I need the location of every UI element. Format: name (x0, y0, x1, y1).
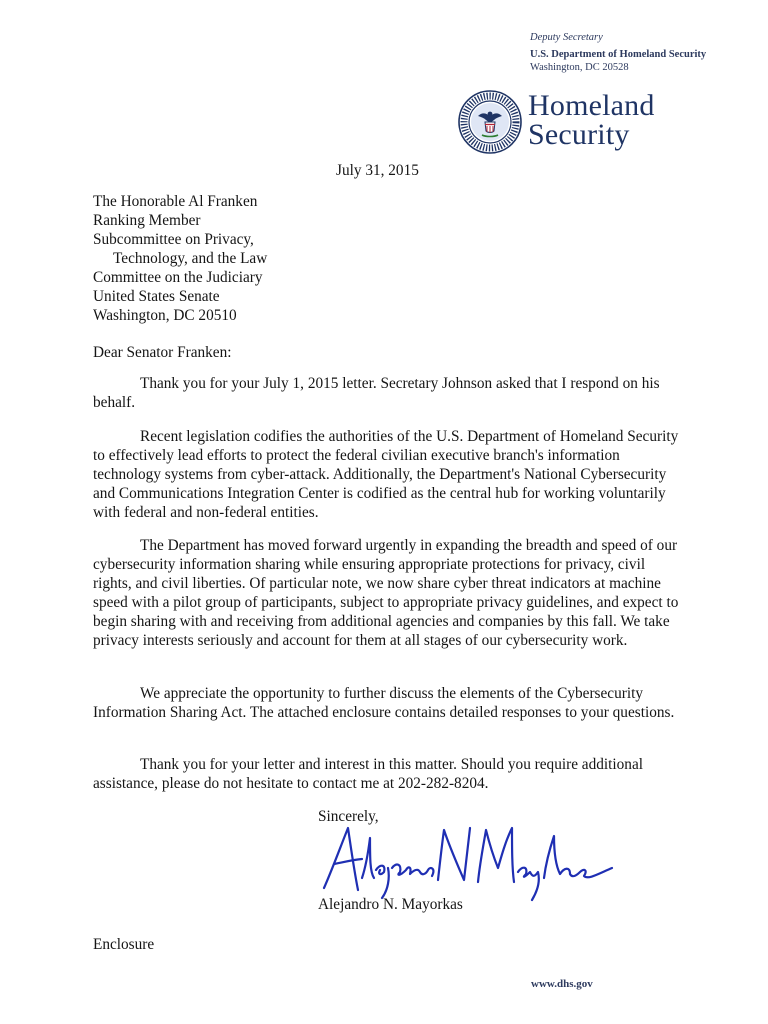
paragraph: Recent legislation codifies the authorities of the U.S. Department of Homeland Security to effectively lead efforts to protect the federal civilian executive branch's information technology systems from cyber-attack. Additionally, the Department's National Cybersecurity and Communications Integration Center is codified as the central hub for working voluntarily with federal and non-federal entities. (93, 428, 679, 521)
department-city: Washington, DC 20528 (530, 62, 629, 73)
paragraph: The Department has moved forward urgently in expanding the breadth and speed of our cybersecurity information sharing while ensuring appropriate protections for privacy, civil rights, and civil liberties. Of particular note, we now share cyber threat indicators at machine speed with a pilot group of participants, subject to appropriate privacy guidelines, and expect to begin sharing with and receiving from additional agencies and companies by this fall. We take privacy interests seriously and account for them at all stages of our cybersecurity work. (93, 537, 679, 649)
signature-icon (318, 818, 618, 904)
signatory-name: Alejandro N. Mayorkas (318, 896, 463, 913)
address-line: Committee on the Judiciary (93, 269, 263, 286)
recipient-address (93, 192, 267, 325)
wordmark-homeland: Homeland (528, 89, 655, 122)
letter-date: July 31, 2015 (336, 162, 419, 179)
paragraph: Thank you for your letter and interest in this matter. Should you require additional assistance, please do not hesitate to contact me at 202-282-8204. (93, 756, 643, 792)
enclosure-note: Enclosure (93, 936, 155, 953)
salutation: Dear Senator Franken: (93, 344, 232, 361)
footer-website: www.dhs.gov (531, 978, 593, 990)
address-line: Technology, and the Law (113, 250, 268, 267)
address-line: Ranking Member (93, 212, 201, 229)
wordmark-security: Security (528, 118, 630, 151)
closing: Sincerely, (318, 808, 379, 825)
paragraph: Thank you for your July 1, 2015 letter. Secretary Johnson asked that I respond on his behalf. (93, 375, 660, 411)
dhs-seal-icon (458, 90, 522, 154)
address-line: Washington, DC 20510 (93, 307, 237, 324)
address-line: The Honorable Al Franken (93, 193, 258, 210)
office-title: Deputy Secretary (530, 32, 603, 43)
address-line: United States Senate (93, 288, 220, 305)
paragraph: We appreciate the opportunity to further discuss the elements of the Cybersecurity Information Sharing Act. The attached enclosure contains detailed responses to your questions. (93, 685, 675, 721)
address-line: Subcommittee on Privacy, (93, 231, 254, 248)
department-name: U.S. Department of Homeland Security (530, 49, 707, 60)
